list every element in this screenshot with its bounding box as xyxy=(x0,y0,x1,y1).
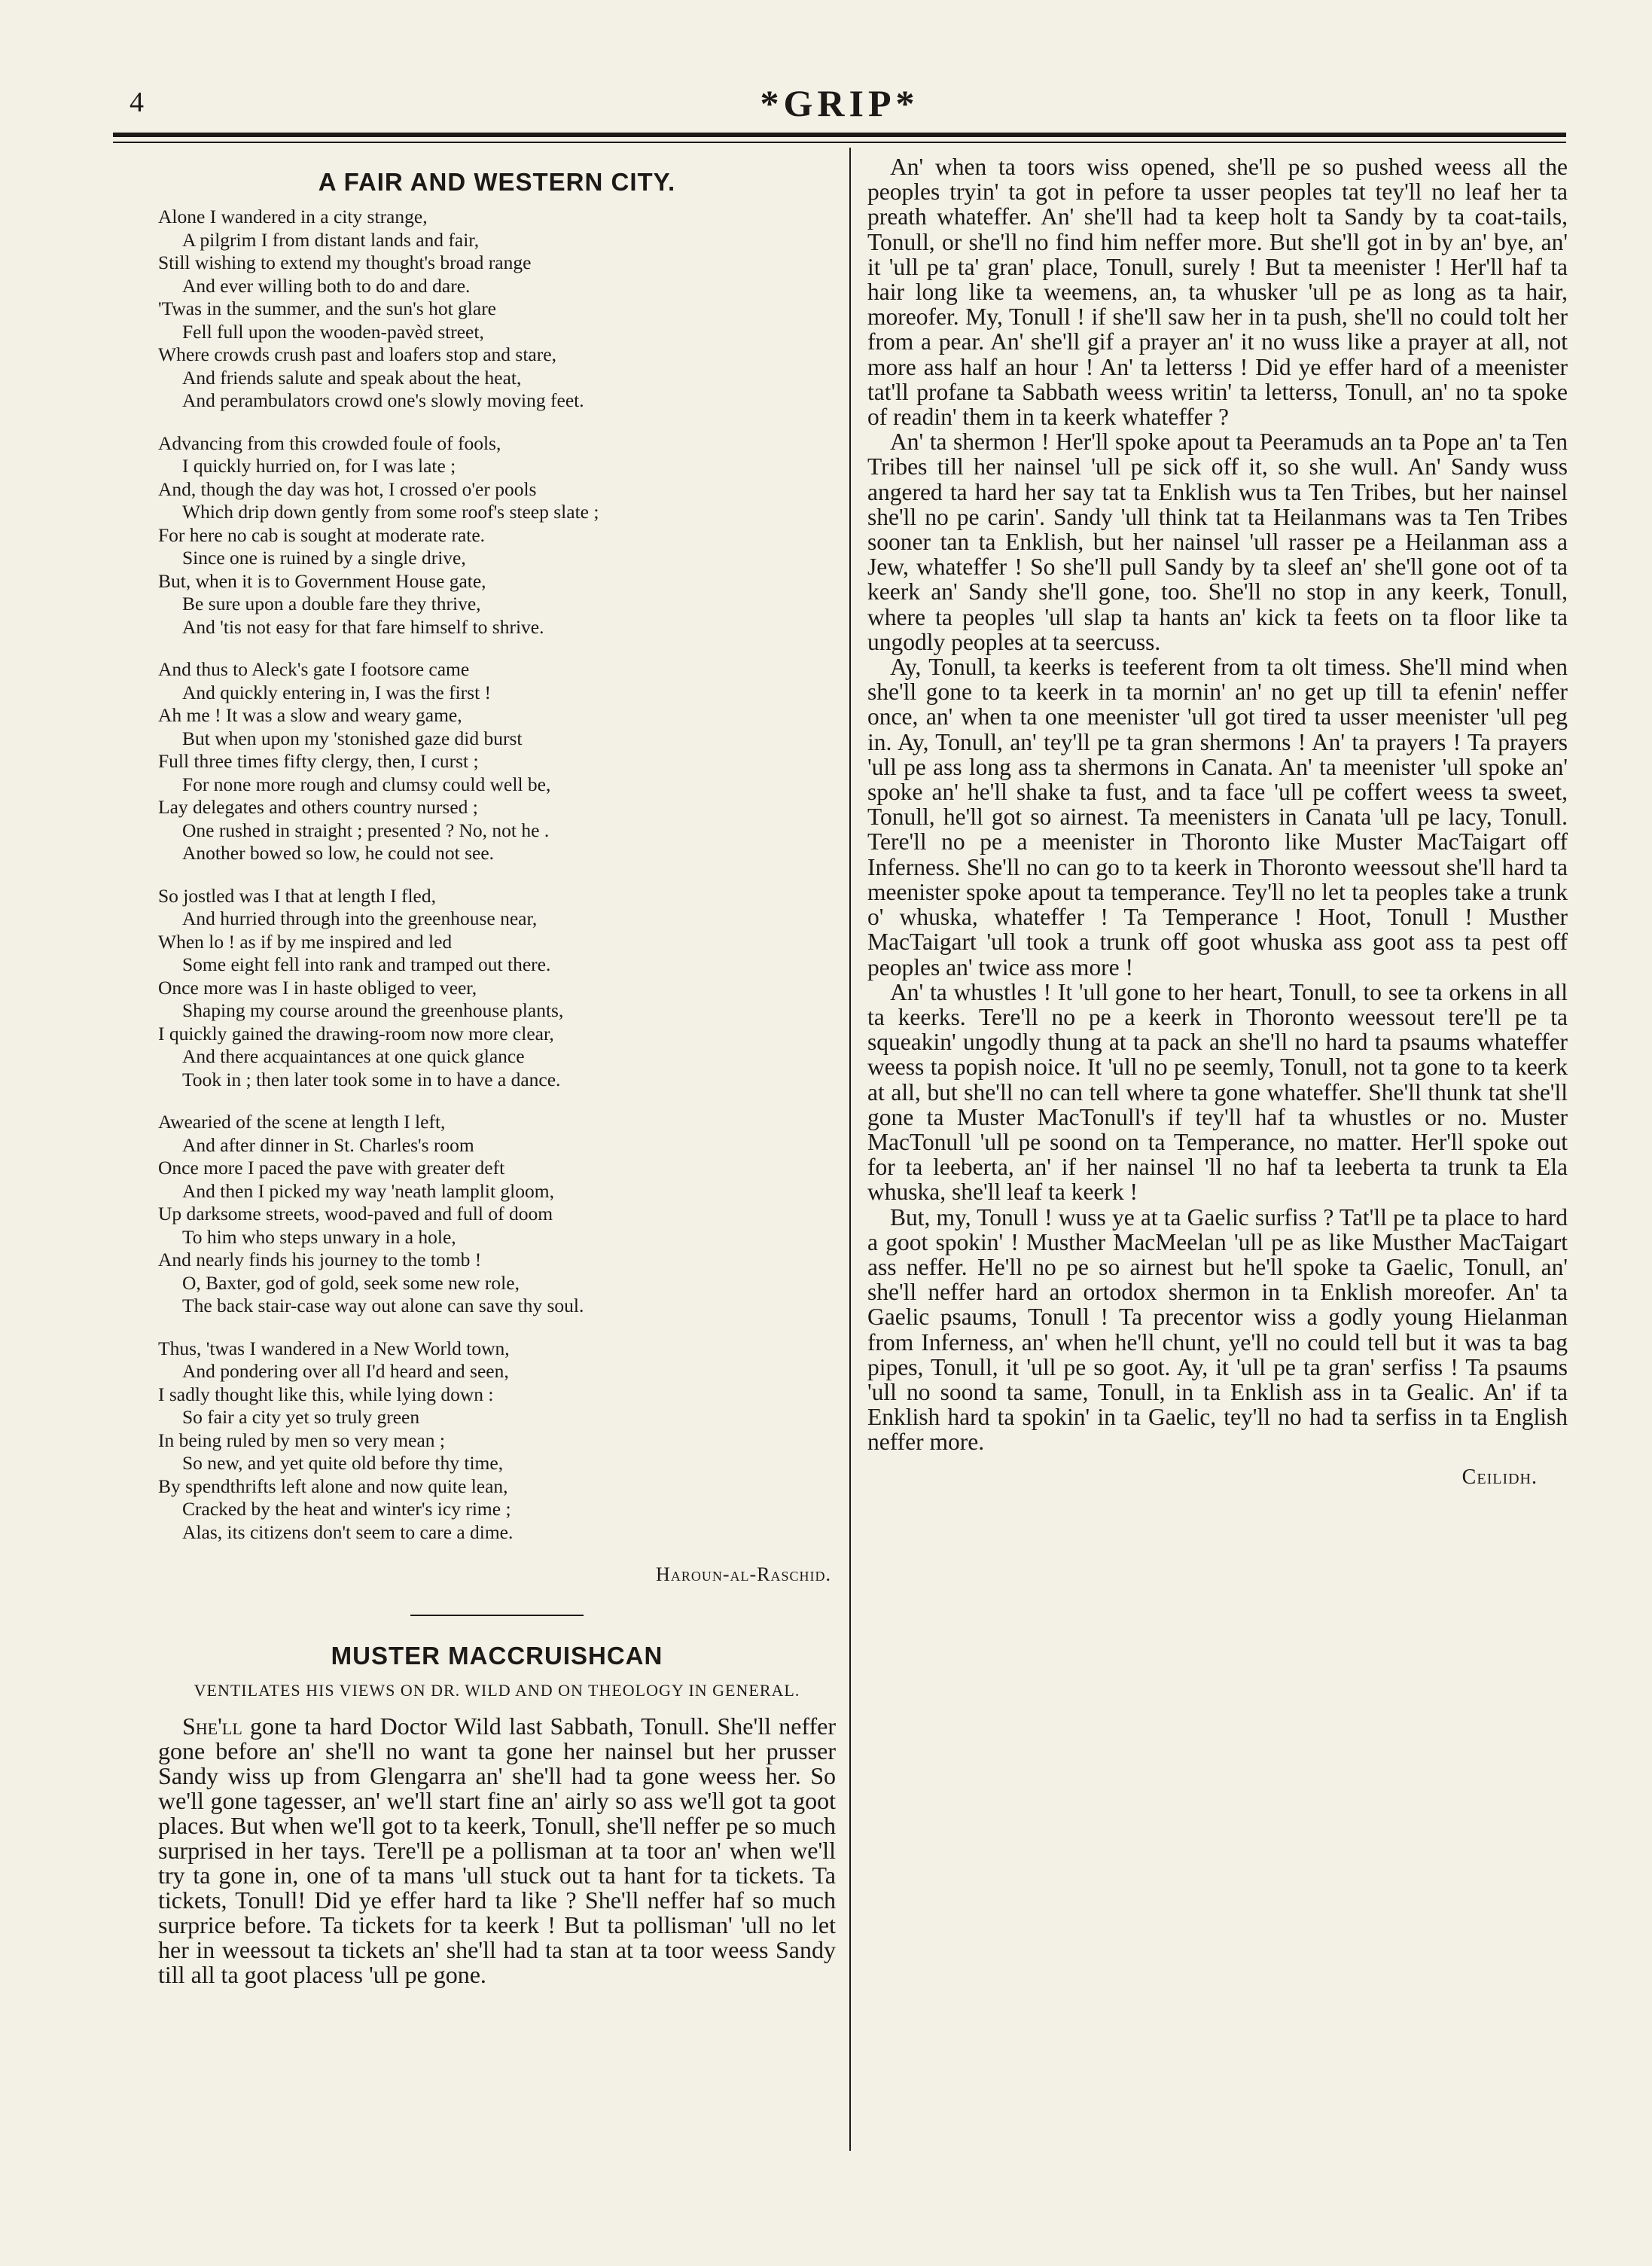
poem-line: So jostled was I that at length I fled, xyxy=(158,884,436,907)
poem-stanza xyxy=(158,1337,836,1545)
poem-line: And after dinner in St. Charles's room xyxy=(182,1133,474,1156)
poem-line: Since one is ruined by a single drive, xyxy=(182,547,466,569)
poem-line: And friends salute and speak about the heat, xyxy=(182,366,522,389)
poem-line: And ever willing both to do and dare. xyxy=(182,274,471,297)
poem-line: The back stair-case way out alone can save thy soul. xyxy=(182,1295,584,1316)
article-paragraph: An' ta whustles ! It 'ull gone to her heart, Tonull, to see ta orkens in all ta keerks. Tere'll no pe a keerk in Thoronto weessout tere'll pe ta squeakin' ungodly thung at ta pack an she'll no hard ta psaums whateffer weess ta popish noice. It 'ull no pe seemly, Tonull, not ta gone to ta keerk at all, but she'll no can tell where ta gone whateffer. She'll thunk tat she'll gone ta Muster MacTonull's if tey'll haf ta whustles or no. Muster MacTonull 'ull pe soond on ta Temperance, no matter. Her'll spoke out for ta leeberta, an' if her nainsel 'll no haf ta leeberta ta trunk ta Ela whuska, she'll leaf ta keerk ! xyxy=(867,978,1568,1206)
poem-line: For here no cab is sought at moderate rate. xyxy=(158,523,486,546)
poem-line: Took in ; then later took some in to have a dance. xyxy=(182,1068,561,1090)
header-rule-thick xyxy=(113,133,1566,137)
article-paragraph-1 xyxy=(158,1714,836,1987)
poem-line: Thus, 'twas I wandered in a New World town, xyxy=(158,1337,510,1359)
article-subtitle: VENTILATES HIS VIEWS ON DR. WILD AND ON THEOLOGY IN GENERAL. xyxy=(194,1681,800,1700)
poem-line: For none more rough and clumsy could well be, xyxy=(182,773,551,795)
poem-line: Lay delegates and others country nursed ; xyxy=(158,796,478,818)
poem-signature: Haroun-al-Raschid. xyxy=(656,1563,831,1585)
lead-word: She'll xyxy=(182,1712,242,1740)
section-separator xyxy=(410,1615,584,1616)
poem-line: And pondering over all I'd heard and seen, xyxy=(182,1360,509,1382)
poem-line: And thus to Aleck's gate I footsore came xyxy=(158,658,470,680)
header-rule-thin xyxy=(113,142,1566,143)
poem-line: Awearied of the scene at length I left, xyxy=(158,1111,446,1133)
right-column xyxy=(867,154,1568,1490)
poem-line: In being ruled by men so very mean ; xyxy=(158,1429,445,1451)
poem-line: Up darksome streets, wood-paved and full of doom xyxy=(158,1203,553,1224)
poem-line: And nearly finds his journey to the tomb ! xyxy=(158,1249,482,1270)
poem-line: And then I picked my way 'neath lamplit gloom, xyxy=(182,1179,554,1202)
article-paragraph-1-text: gone ta hard Doctor Wild last Sabbath, Tonull. She'll neffer gone before an' she'll no want ta gone her nainsel but her prusser Sandy wiss up from Glengarra an' she'll had ta gone weess her. So we'll gone tagesser, an' we'll start fine an' airly so ass we'll got ta goot places. But when we'll got to ta keerk, Tonull, she'll neffer pe so much surprised in her tays. Tere'll pe a pollisman at ta toor an' when we'll try ta gone in, one of ta mans 'ull stuck out ta hant for ta tickets. Ta tickets, Tonull! Did ye effer hard ta like ? She'll neffer haf so much surprice before. Ta tickets for ta keerk ! But ta pollisman' 'ull no let her in weessout ta tickets an' she'll had ta stan at ta toor weess Sandy till all ta goot placess 'ull pe gone. xyxy=(158,1712,837,1988)
article-title: MUSTER MACCRUISHCAN xyxy=(331,1642,663,1670)
poem-line: And perambulators crowd one's slowly moving feet. xyxy=(182,389,584,411)
poem-line: Shaping my course around the greenhouse plants, xyxy=(182,999,564,1021)
poem-line: 'Twas in the summer, and the sun's hot glare xyxy=(158,297,497,319)
poem-line: And 'tis not easy for that fare himself to shrive. xyxy=(182,615,544,638)
poem-line: And hurried through into the greenhouse near, xyxy=(182,907,538,929)
poem-line: Still wishing to extend my thought's broad range xyxy=(158,252,532,273)
poem-line: Once more was I in haste obliged to veer, xyxy=(158,976,477,999)
column-divider xyxy=(849,148,851,2151)
poem-stanza xyxy=(158,432,836,639)
poem-line: I quickly gained the drawing-room now more clear, xyxy=(158,1022,554,1045)
poem-line: One rushed in straight ; presented ? No, not he . xyxy=(182,819,550,841)
poem-line: But, when it is to Government House gate, xyxy=(158,569,486,592)
article-paragraph: An' ta shermon ! Her'll spoke apout ta Peeramuds an ta Pope an' ta Ten Tribes till her nainsel 'ull pe sick off it, so she wull. An' Sandy wuss angered ta hard her say tat ta Enklish wus ta Ten Tribes, but her nainsel she'll no pe carin'. Sandy 'ull think tat ta Heilanmans was ta Ten Tribes sooner tan ta Enklish, but her nainsel 'ull rasser pe a Heilanman ass a Jew, whateffer ! So she'll pull Sandy by ta sleef an' she'll gone oot of ta keerk an' Sandy she'll gone, too. She'll no stop in any keerk, Tonull, where ta peoples 'ull slap ta hants an' kick ta feets on ta floor like ta ungodly peoples at ta seercuss. xyxy=(867,428,1568,655)
poem-line: And, though the day was hot, I crossed o'er pools xyxy=(158,477,537,500)
page-header xyxy=(113,81,1566,127)
poem-line: A pilgrim I from distant lands and fair, xyxy=(182,228,480,251)
poem-line: Once more I paced the pave with greater deft xyxy=(158,1157,505,1179)
poem-line: When lo ! as if by me inspired and led xyxy=(158,930,453,953)
poem-line: O, Baxter, god of gold, seek some new role, xyxy=(182,1271,520,1294)
poem-title: A FAIR AND WESTERN CITY. xyxy=(318,168,676,196)
poem-line: Ah me ! It was a slow and weary game, xyxy=(158,704,462,726)
left-column xyxy=(158,154,836,1987)
poem-line: Alas, its citizens don't seem to care a dime. xyxy=(182,1520,514,1543)
article-paragraph: But, my, Tonull ! wuss ye at ta Gaelic surfiss ? Tat'll pe ta place to hard a goot spokin' ! Musther MacMeelan 'ull pe as like Musther MacTaigart ass neffer. He'll no pe so airnest but he'll spoke ta Gaelic, Tonull, an' she'll neffer hard an ortodox shermon in ta Enklish moreofer. An' ta Gaelic psaums, Tonull ! Ta precentor wiss a godly young Hielanman from Inferness, an' when he'll chunt, ye'll no could tell but it was ta bag pipes, Tonull, it 'ull pe so goot. Ay, it 'ull pe ta gran' serfiss ! Ta psaums 'ull no soond ta same, Tonull, in ta Enklish ass in ta Gealic. An' if ta Enklish hard ta spokin' in ta Gaelic, tey'll no had ta serfiss in ta English neffer more. xyxy=(867,1203,1568,1456)
poem-line: So new, and yet quite old before thy time, xyxy=(182,1452,504,1474)
poem-line: Advancing from this crowded foule of fools, xyxy=(158,432,501,454)
poem-stanza xyxy=(158,1111,836,1318)
poem-body xyxy=(158,206,836,1544)
poem-line: To him who steps unwary in a hole, xyxy=(182,1225,456,1248)
poem-stanza xyxy=(158,658,836,865)
poem-line: Fell full upon the wooden-pavèd street, xyxy=(182,320,484,343)
poem-line: Cracked by the heat and winter's icy rime ; xyxy=(182,1498,511,1520)
poem-stanza xyxy=(158,885,836,1092)
poem-line: Another bowed so low, he could not see. xyxy=(182,842,495,864)
page-number: 4 xyxy=(130,87,144,118)
poem-line: Which drip down gently from some roof's steep slate ; xyxy=(182,501,599,523)
poem-line: But when upon my 'stonished gaze did burst xyxy=(182,727,523,749)
masthead-title: *GRIP* xyxy=(760,82,919,124)
poem-line: So fair a city yet so truly green xyxy=(182,1406,420,1428)
poem-line: Full three times fifty clergy, then, I curst ; xyxy=(158,750,479,772)
poem-line: By spendthrifts left alone and now quite lean, xyxy=(158,1475,508,1497)
poem-line: I sadly thought like this, while lying down : xyxy=(158,1383,494,1405)
poem-stanza xyxy=(158,206,836,413)
article-paragraph: An' when ta toors wiss opened, she'll pe so pushed weess all the peoples tryin' ta got in pefore ta usser peoples tat tey'll no leaf her ta preath whateffer. An' she'll had ta keep holt ta Sandy by ta coat-tails, Tonull, or she'll no find him neffer more. But she'll got in by an' bye, an' it 'ull pe ta' gran' place, Tonull, surely ! But ta meenister ! Her'll haf ta hair long like ta weemens, an, ta whusker 'ull pe as long as ta hair, moreofer. My, Tonull ! if she'll saw her in ta push, she'll no could tolt her from a pear. An' she'll gif a prayer an' it no wuss like a prayer at all, not more ass half an hour ! An' ta letterss ! Did ye effer hard of a meenister tat'll profane ta Sabbath weess writin' ta letterss, Tonull, an' no ta spoke of readin' them in ta keerk whateffer ? xyxy=(867,154,1568,431)
poem-line: Be sure upon a double fare they thrive, xyxy=(182,593,481,615)
article-continuation xyxy=(867,154,1568,1455)
poem-line: And there acquaintances at one quick glance xyxy=(182,1045,525,1067)
article-signature: Ceilidh. xyxy=(1462,1465,1538,1489)
poem-line: And quickly entering in, I was the first ! xyxy=(182,681,492,703)
poem-line: Alone I wandered in a city strange, xyxy=(158,206,428,227)
poem-line: Where crowds crush past and loafers stop and stare, xyxy=(158,343,556,365)
article-paragraph: Ay, Tonull, ta keerks is teeferent from ta olt timess. She'll mind when she'll gone to ta keerk in ta mornin' an' no get up till ta efenin' neffer once, an' when ta one meenister 'ull got tired ta usser meenister 'ull peg in. Ay, Tonull, an' tey'll pe ta gran shermons ! An' ta prayers ! Ta prayers 'ull pe ass long ass ta shermons in Canata. An' ta meenister 'ull spoke an' spoke an' he'll shake ta fust, and ta face 'ull pe coffert weess ta sweet, Tonull, he'll got so airnest. Ta meenisters in Canata 'ull pe lacy, Tonull. Tere'll no pe a meenister in Thoronto like Muster MacTaigart off Inferness. She'll no can go to ta keerk in Thoronto weessout she'll hard ta meenister spoke apout ta temperance. Tey'll no let ta peoples take a trunk o' whuska, whateffer ! Ta Temperance ! Hoot, Tonull ! Musther MacTaigart 'ull took a trunk off goot whuska ass goot ass ta pest off peoples an' twice ass more ! xyxy=(867,654,1568,981)
poem-line: Some eight fell into rank and tramped out there. xyxy=(182,953,551,975)
poem-line: I quickly hurried on, for I was late ; xyxy=(182,455,456,477)
